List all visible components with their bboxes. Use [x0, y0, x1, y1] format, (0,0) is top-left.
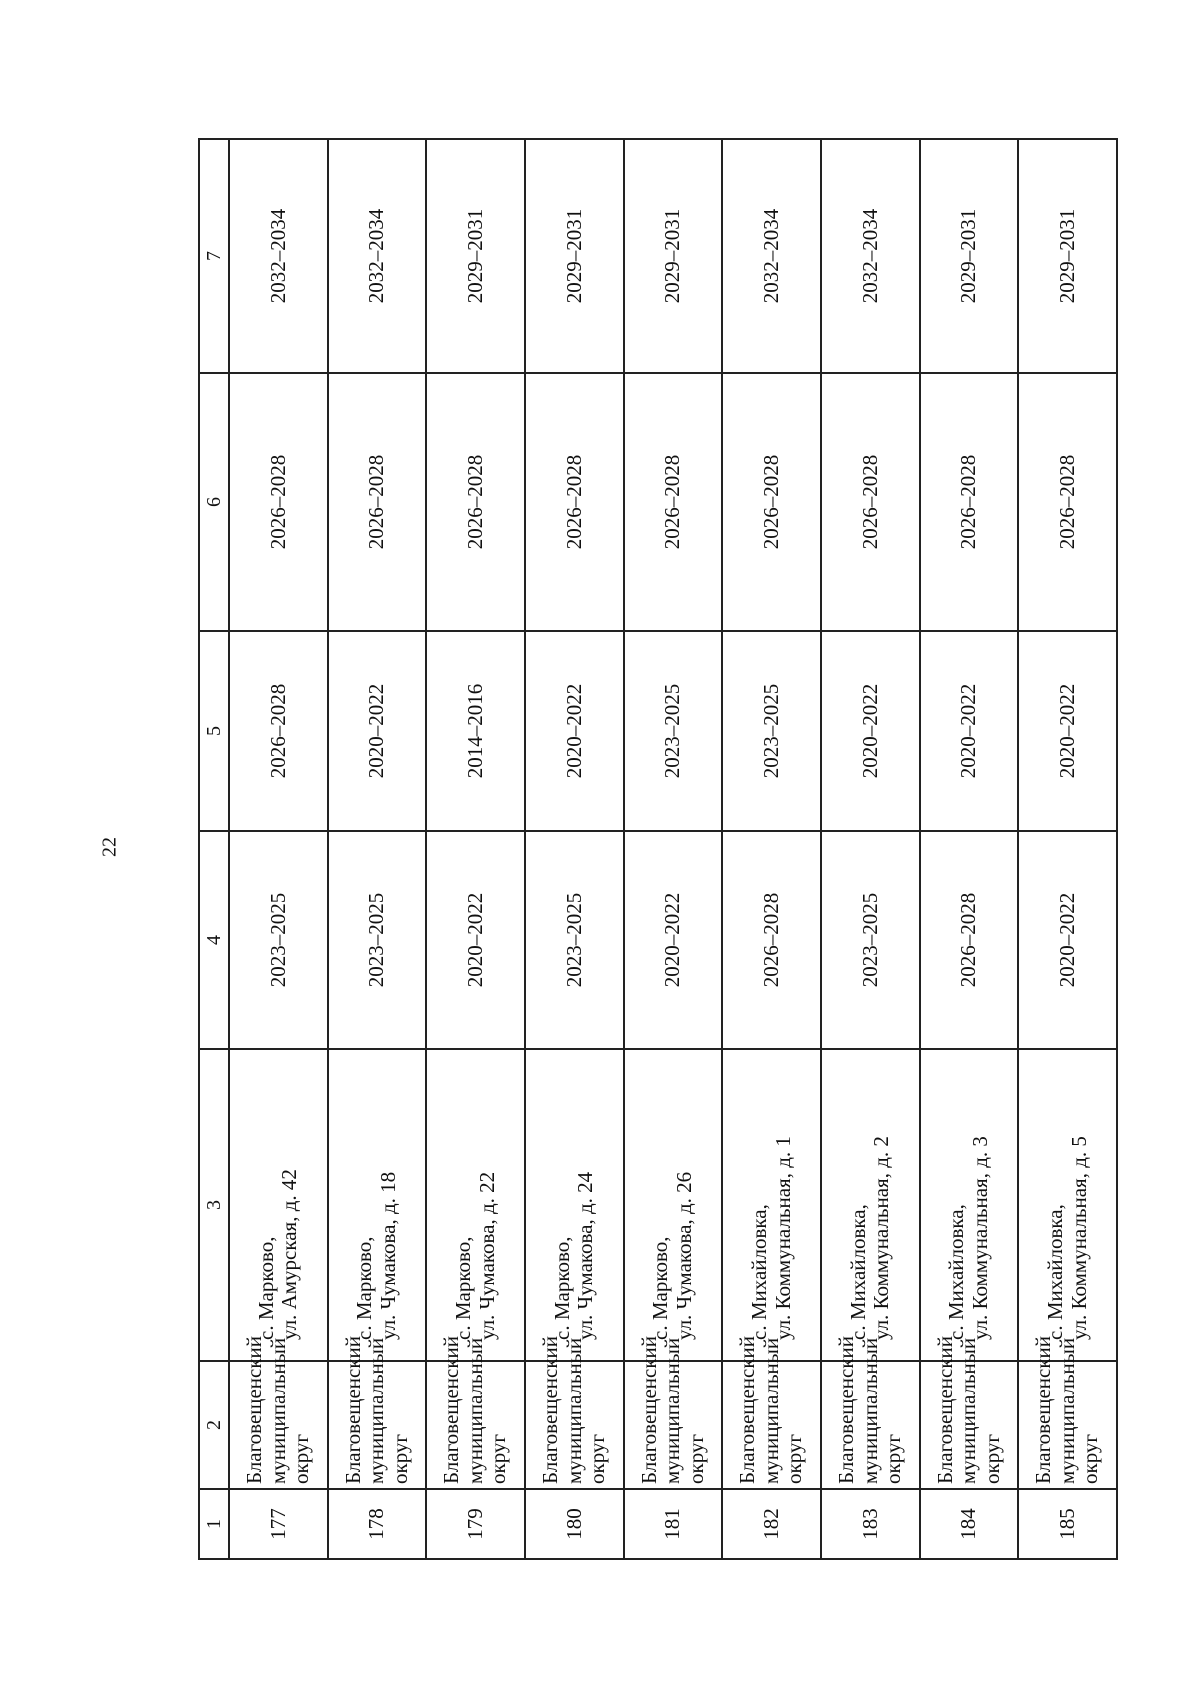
region-line: Благовещенский	[1031, 1335, 1056, 1484]
rotated-table-container	[198, 140, 1118, 1560]
period-cell-5: 2020–2022	[821, 631, 920, 831]
period-cell-6: 2026–2028	[624, 373, 723, 631]
address-line: с. Михайловка,	[747, 1204, 772, 1340]
period-cell-6: 2026–2028	[229, 373, 328, 631]
region-line: муниципальный	[462, 1337, 487, 1484]
period-cell-7: 2032–2034	[229, 139, 328, 373]
region-line: округ	[585, 1433, 610, 1484]
period-cell-7: 2029–2031	[525, 139, 624, 373]
address-line: ул. Коммунальная, д. 5	[1066, 1136, 1091, 1340]
region-line: муниципальный	[758, 1337, 783, 1484]
address-line: с. Михайловка,	[845, 1204, 870, 1340]
column-header-5: 5	[199, 631, 229, 831]
region-line: округ	[387, 1433, 412, 1484]
period-cell-5: 2023–2025	[624, 631, 723, 831]
address-cell	[525, 1049, 624, 1361]
period-cell-5: 2020–2022	[328, 631, 427, 831]
period-cell-4: 2020–2022	[426, 831, 525, 1049]
address-cell	[229, 1049, 328, 1361]
region-line: Благовещенский	[636, 1335, 661, 1484]
row-number-cell: 185	[1018, 1489, 1117, 1559]
region-cell	[920, 1335, 1019, 1489]
period-cell-7: 2029–2031	[624, 139, 723, 373]
column-header-4: 4	[199, 831, 229, 1049]
region-cell	[624, 1335, 723, 1489]
table-row	[229, 139, 328, 1559]
address-line: ул. Коммунальная, д. 3	[967, 1136, 992, 1340]
period-cell-7: 2032–2034	[821, 139, 920, 373]
page-number: 22	[98, 837, 121, 857]
region-line: муниципальный	[1054, 1337, 1079, 1484]
region-line: Благовещенский	[538, 1335, 563, 1484]
address-cell	[821, 1049, 920, 1361]
address-line: с. Марково,	[253, 1236, 278, 1340]
period-cell-4: 2020–2022	[624, 831, 723, 1049]
address-cell	[722, 1049, 821, 1361]
row-number-cell: 177	[229, 1489, 328, 1559]
period-cell-6: 2026–2028	[328, 373, 427, 631]
region-line: округ	[486, 1433, 511, 1484]
row-number-cell: 182	[722, 1489, 821, 1559]
table-row	[624, 139, 723, 1559]
region-line: Благовещенский	[735, 1335, 760, 1484]
period-cell-7: 2032–2034	[328, 139, 427, 373]
region-cell	[229, 1335, 328, 1489]
period-cell-6: 2026–2028	[821, 373, 920, 631]
region-cell	[426, 1335, 525, 1489]
period-cell-5: 2020–2022	[1018, 631, 1117, 831]
region-line: округ	[1078, 1433, 1103, 1484]
period-cell-4: 2023–2025	[821, 831, 920, 1049]
row-number-cell: 183	[821, 1489, 920, 1559]
address-line: ул. Чумакова, д. 24	[573, 1171, 598, 1340]
column-header-7: 7	[199, 139, 229, 373]
period-cell-7: 2029–2031	[426, 139, 525, 373]
schedule-table	[198, 138, 1118, 1560]
row-number-cell: 180	[525, 1489, 624, 1559]
address-line: ул. Коммунальная, д. 2	[869, 1136, 894, 1340]
period-cell-7: 2032–2034	[722, 139, 821, 373]
period-cell-7: 2029–2031	[920, 139, 1019, 373]
table-row	[328, 139, 427, 1559]
table-row	[1018, 139, 1117, 1559]
region-cell	[328, 1335, 427, 1489]
address-line: с. Марково,	[451, 1236, 476, 1340]
column-header-6: 6	[199, 373, 229, 631]
period-cell-6: 2026–2028	[722, 373, 821, 631]
table-row	[821, 139, 920, 1559]
region-cell	[821, 1335, 920, 1489]
address-line: с. Михайловка,	[944, 1204, 969, 1340]
address-cell	[624, 1049, 723, 1361]
table-header	[199, 139, 229, 1559]
region-line: округ	[979, 1433, 1004, 1484]
region-line: муниципальный	[857, 1337, 882, 1484]
table-body	[229, 139, 1117, 1559]
address-line: ул. Коммунальная, д. 1	[770, 1136, 795, 1340]
address-line: ул. Чумакова, д. 18	[375, 1171, 400, 1340]
address-cell	[1018, 1049, 1117, 1361]
period-cell-6: 2026–2028	[426, 373, 525, 631]
column-header-1: 1	[199, 1489, 229, 1559]
header-row	[199, 139, 229, 1559]
region-line: Благовещенский	[833, 1335, 858, 1484]
region-line: округ	[782, 1433, 807, 1484]
period-cell-6: 2026–2028	[1018, 373, 1117, 631]
region-line: муниципальный	[364, 1337, 389, 1484]
period-cell-4: 2020–2022	[1018, 831, 1117, 1049]
address-cell	[328, 1049, 427, 1361]
table-row	[525, 139, 624, 1559]
region-line: Благовещенский	[242, 1335, 267, 1484]
table-row	[722, 139, 821, 1559]
row-number-cell: 184	[920, 1489, 1019, 1559]
address-cell	[426, 1049, 525, 1361]
region-line: муниципальный	[956, 1337, 981, 1484]
period-cell-4: 2026–2028	[920, 831, 1019, 1049]
column-header-2: 2	[199, 1361, 229, 1489]
region-line: муниципальный	[265, 1337, 290, 1484]
address-line: ул. Амурская, д. 42	[277, 1169, 302, 1340]
period-cell-4: 2026–2028	[722, 831, 821, 1049]
region-cell	[722, 1335, 821, 1489]
region-line: муниципальный	[561, 1337, 586, 1484]
period-cell-5: 2020–2022	[525, 631, 624, 831]
region-line: муниципальный	[660, 1337, 685, 1484]
region-line: округ	[683, 1433, 708, 1484]
region-cell	[525, 1335, 624, 1489]
row-number-cell: 178	[328, 1489, 427, 1559]
period-cell-5: 2020–2022	[920, 631, 1019, 831]
region-line: Благовещенский	[340, 1335, 365, 1484]
address-line: с. Марково,	[648, 1236, 673, 1340]
region-line: округ	[289, 1433, 314, 1484]
period-cell-6: 2026–2028	[920, 373, 1019, 631]
period-cell-5: 2026–2028	[229, 631, 328, 831]
period-cell-7: 2029–2031	[1018, 139, 1117, 373]
address-cell	[920, 1049, 1019, 1361]
period-cell-6: 2026–2028	[525, 373, 624, 631]
address-line: ул. Чумакова, д. 26	[671, 1171, 696, 1340]
column-header-3: 3	[199, 1049, 229, 1361]
table-row	[920, 139, 1019, 1559]
address-line: с. Марково,	[352, 1236, 377, 1340]
period-cell-4: 2023–2025	[328, 831, 427, 1049]
region-line: Благовещенский	[439, 1335, 464, 1484]
row-number-cell: 181	[624, 1489, 723, 1559]
region-line: Благовещенский	[932, 1335, 957, 1484]
period-cell-4: 2023–2025	[525, 831, 624, 1049]
address-line: с. Михайловка,	[1043, 1204, 1068, 1340]
period-cell-4: 2023–2025	[229, 831, 328, 1049]
period-cell-5: 2014–2016	[426, 631, 525, 831]
table-row	[426, 139, 525, 1559]
address-line: с. Марково,	[549, 1236, 574, 1340]
period-cell-5: 2023–2025	[722, 631, 821, 831]
row-number-cell: 179	[426, 1489, 525, 1559]
region-line: округ	[881, 1433, 906, 1484]
region-cell	[1018, 1335, 1117, 1489]
address-line: ул. Чумакова, д. 22	[474, 1171, 499, 1340]
